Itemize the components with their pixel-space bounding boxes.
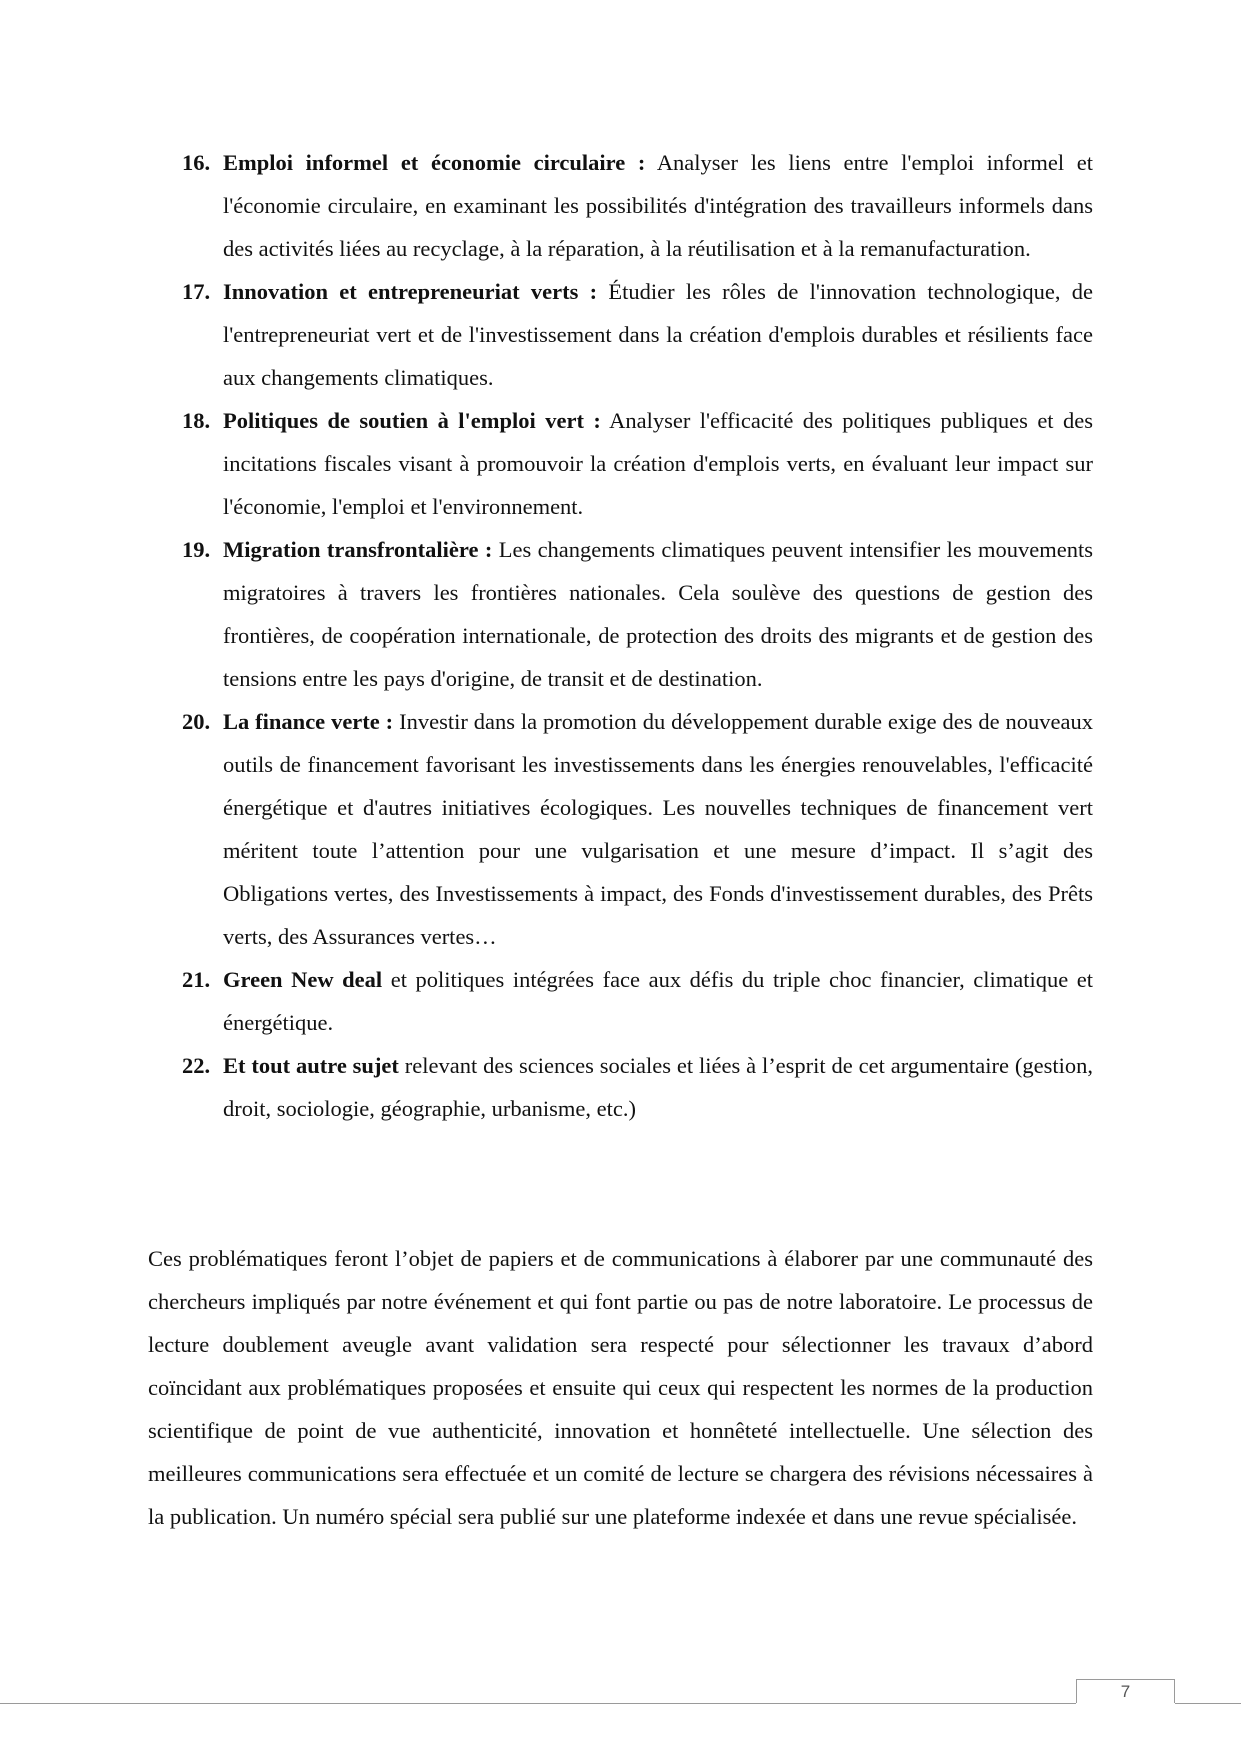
item-title: Emploi informel et économie circulaire : [223, 150, 646, 175]
item-title: La finance verte : [223, 709, 394, 734]
topic-list [182, 141, 1093, 1130]
item-text: relevant des sciences sociales et liées à l’esprit de cet argumentaire (gestion, droit, sociologie, géographie, urbanisme, etc.) [223, 1053, 1093, 1121]
list-item [182, 700, 1093, 958]
item-title: Innovation et entrepreneuriat verts : [223, 279, 598, 304]
item-text: Les changements climatiques peuvent intensifier les mouvements migratoires à travers les frontières nationales. Cela soulève des questions de gestion des frontières, de coopération internationale, de protection des droits des migrants et de gestion des tensions entre les pays d'origine, de transit et de destination. [223, 537, 1093, 691]
item-number: 22. [182, 1053, 211, 1078]
item-text: Étudier les rôles de l'innovation technologique, de l'entrepreneuriat vert et de l'investissement dans la création d'emplois durables et résilients face aux changements climatiques. [223, 279, 1093, 390]
footer-rule-right [1175, 1703, 1241, 1704]
item-number: 18. [182, 408, 211, 433]
item-text: et politiques intégrées face aux défis du triple choc financier, climatique et énergétique. [223, 967, 1094, 1035]
list-item [182, 270, 1093, 399]
list-item [182, 141, 1093, 270]
list-item [182, 399, 1093, 528]
list-item [182, 1044, 1093, 1130]
list-item [182, 528, 1093, 700]
body-paragraph: Ces problématiques feront l’objet de papiers et de communications à élaborer par une communauté des chercheurs impliqués par notre événement et qui font partie ou pas de notre laboratoire. Le processus de lecture doublement aveugle avant validation sera respecté pour sélectionner les travaux d’abord coïncidant aux problématiques proposées et ensuite qui ceux qui respectent les normes de la production scientifique de point de vue authenticité, innovation et honnêteté intellectuelle. Une sélection des meilleures communications sera effectuée et un comité de lecture se chargera des révisions nécessaires à la publication. Un numéro spécial sera publié sur une plateforme indexée et dans une revue spécialisée. [148, 1246, 1093, 1529]
page-number: 7 [1120, 1682, 1131, 1701]
item-number: 16. [182, 150, 211, 175]
item-text: Investir dans la promotion du développement durable exige des de nouveaux outils de financement favorisant les investissements dans les énergies renouvelables, l'efficacité énergétique et d'autres initiatives écologiques. Les nouvelles techniques de financement vert méritent toute l’attention pour une vulgarisation et une mesure d’impact. Il s’agit des Obligations vertes, des Investissements à impact, des Fonds d'investissement durables, des Prêts verts, des Assurances vertes… [223, 709, 1093, 949]
item-title: Et tout autre sujet [223, 1053, 399, 1078]
item-title: Green New deal [223, 967, 383, 992]
item-text: Analyser les liens entre l'emploi informel et l'économie circulaire, en examinant les possibilités d'intégration des travailleurs informels dans des activités liées au recyclage, à la réparation, à la réutilisation et à la remanufacturation. [223, 150, 1093, 261]
item-text: Analyser l'efficacité des politiques publiques et des incitations fiscales visant à promouvoir la création d'emplois verts, en évaluant leur impact sur l'économie, l'emploi et l'environnement. [223, 408, 1093, 519]
list-item [182, 958, 1093, 1044]
item-number: 17. [182, 279, 211, 304]
item-title: Migration transfrontalière : [223, 537, 493, 562]
item-number: 21. [182, 967, 211, 992]
item-title: Politiques de soutien à l'emploi vert : [223, 408, 601, 433]
item-number: 19. [182, 537, 211, 562]
footer-rule-left [0, 1703, 1076, 1704]
item-number: 20. [182, 709, 211, 734]
